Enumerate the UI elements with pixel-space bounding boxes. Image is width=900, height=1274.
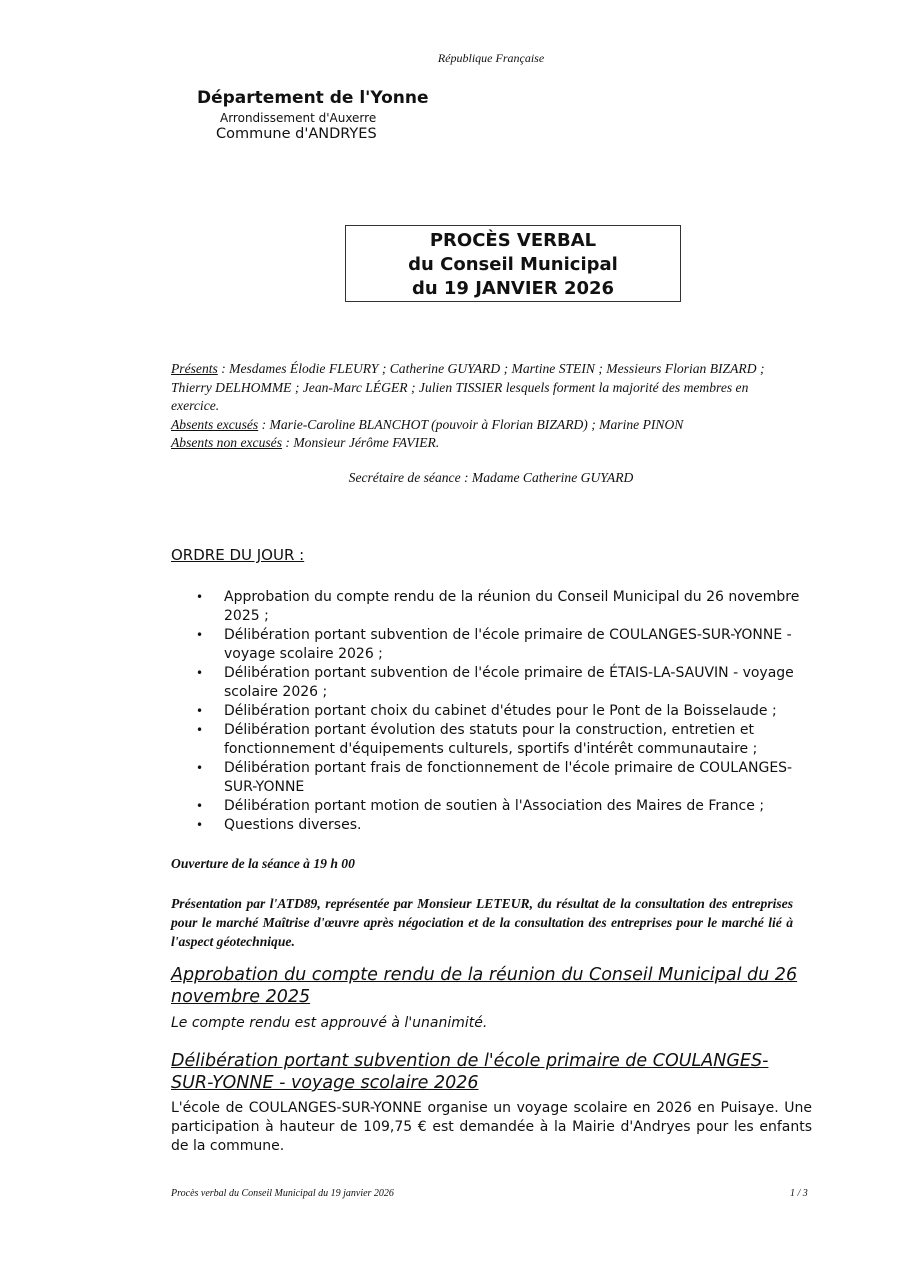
title-line-2: du Conseil Municipal [408, 254, 618, 275]
agenda-item: • Approbation du compte rendu de la réunion du Conseil Municipal du 26 novembre 2025 ; [196, 589, 800, 624]
bullet-icon: • [196, 590, 204, 604]
title-line-3: du 19 JANVIER 2026 [411, 278, 615, 299]
agenda-item: • Délibération portant frais de fonctionnement de l'école primaire de COULANGES-SUR-YONNE [196, 760, 793, 795]
bullet-icon: • [196, 723, 204, 737]
title-line-1: PROCÈS VERBAL [429, 230, 597, 251]
ouverture-line: Ouverture de la séance à 19 h 00 [171, 856, 355, 871]
page-number: 1 / 3 [790, 1188, 808, 1199]
agenda-item: • Délibération portant choix du cabinet d'études pour le Pont de la Boisselaude ; [196, 703, 777, 719]
section-2-text: L'école de COULANGES-SUR-YONNE organise un voyage scolaire en 2026 en Puisaye. Une participation à hauteur de 109,75 € est demandée à la Mairie d'Andryes pour les enfants de la commune. [171, 1100, 812, 1154]
agenda-item: • Délibération portant motion de soutien à l'Association des Maires de France ; [196, 798, 765, 814]
section-1-text: Le compte rendu est approuvé à l'unanimité. [171, 1015, 488, 1031]
footer-title: Procès verbal du Conseil Municipal du 19 janvier 2026 [171, 1188, 394, 1199]
bullet-icon: • [196, 666, 204, 680]
attendance-block [171, 360, 796, 453]
bullet-icon: • [196, 761, 204, 775]
excuses-label: Absents excusés [171, 416, 259, 432]
excuses-text: : Marie-Caroline BLANCHOT (pouvoir à Florian BIZARD) ; Marine PINON [258, 416, 684, 432]
section-2-heading: Délibération portant subvention de l'école primaire de COULANGES-SUR-YONNE - voyage scolaire 2026 [171, 1051, 769, 1093]
bullet-icon: • [196, 799, 204, 813]
title-box [345, 225, 681, 302]
agenda-item: • Délibération portant évolution des statuts pour la construction, entretien et fonctionnement d'équipements culturels, sportifs d'intérêt communautaire ; [196, 722, 758, 757]
presents-text: : Mesdames Élodie FLEURY ; Catherine GUYARD ; Martine STEIN ; Messieurs Florian BIZARD ; Thierry DELHOMME ; Jean-Marc LÉGER ; Julien TISSIER lesquels forment la majorité des membres en exercice. [171, 361, 765, 413]
republique-label: République Française [437, 51, 545, 65]
bullet-icon: • [196, 628, 204, 642]
bullet-icon: • [196, 704, 204, 718]
commune-label: Commune d'ANDRYES [216, 126, 377, 142]
secretaire-line: Secrétaire de séance : Madame Catherine GUYARD [348, 470, 634, 485]
agenda-list [196, 588, 811, 835]
non-excuses-label: Absents non excusés [171, 435, 282, 450]
agenda-item: • Questions diverses. [196, 817, 362, 833]
non-excuses-text: : Monsieur Jérôme FAVIER. [282, 435, 440, 450]
section-1-heading: Approbation du compte rendu de la réunion du Conseil Municipal du 26 novembre 2025 [171, 965, 798, 1007]
agenda-heading: ORDRE DU JOUR : [171, 546, 305, 564]
presents-label: Présents [171, 361, 218, 376]
presentation-paragraph: Présentation par l'ATD89, représentée par Monsieur LETEUR, du résultat de la consultation des entreprises pour le marché Maîtrise d'œuvre après négociation et de la consultation des entreprises pour le marché lié à l'aspect géotechnique. [171, 896, 793, 949]
bullet-icon: • [196, 818, 204, 832]
departement-title: Département de l'Yonne [197, 88, 429, 108]
arrondissement-label: Arrondissement d'Auxerre [220, 111, 377, 125]
agenda-item: • Délibération portant subvention de l'école primaire de COULANGES-SUR-YONNE - voyage scolaire 2026 ; [196, 627, 792, 662]
agenda-item: • Délibération portant subvention de l'école primaire de ÉTAIS-LA-SAUVIN - voyage scolaire 2026 ; [196, 665, 794, 700]
